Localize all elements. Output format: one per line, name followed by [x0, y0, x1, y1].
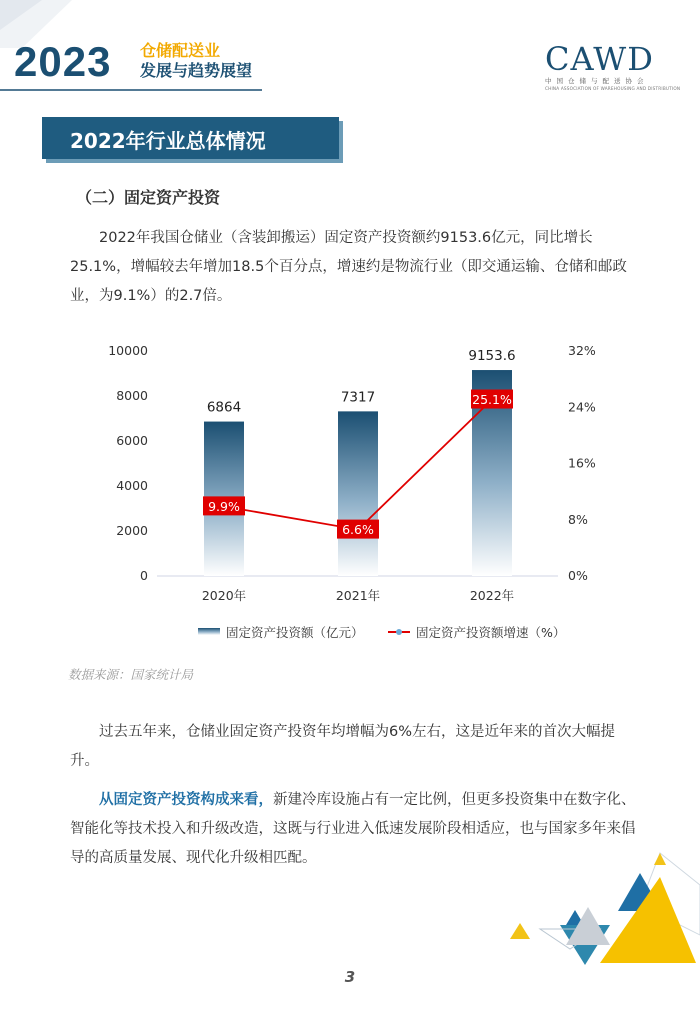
- header-title-line1: 仓储配送业: [140, 41, 221, 60]
- paragraph-3-text: 新建冷库设施占有一定比例，但更多投资集中在数字化、智能化等技术投入和升级改造，这既与行业进入低速发展阶段相适应，也与国家多年来倡导的高质量发展、现代化升级相匹配。: [70, 792, 636, 866]
- y-left-tick-label: 10000: [108, 343, 148, 358]
- y-left-tick-label: 8000: [116, 388, 148, 403]
- paragraph-1: 2022年我国仓储业（含装卸搬运）固定资产投资额约9153.6亿元，同比增长25.1%，增幅较去年增加18.5个百分点，增速约是物流行业（即交通运输、仓储和邮政业，为9.1%）的2.7倍。: [70, 230, 627, 304]
- category-label: 2021年: [335, 588, 381, 603]
- chart-legend: [198, 625, 565, 640]
- y-left-tick-label: 4000: [116, 478, 148, 493]
- bar-value-label: 6864: [206, 399, 242, 416]
- page-number: 3: [344, 968, 356, 986]
- y-right-tick-label: 0%: [568, 568, 588, 583]
- bar-value-label: 9153.6: [468, 348, 516, 365]
- cawd-logo: CAWD: [545, 40, 654, 78]
- growth-value-label: 9.9%: [208, 498, 240, 514]
- legend-line-label: 固定资产投资额增速（%）: [416, 625, 566, 640]
- category-label: 2020年: [201, 588, 247, 603]
- paragraph-3-highlight: 从固定资产投资构成来看，: [99, 792, 273, 808]
- y-right-tick-label: 32%: [568, 343, 596, 358]
- legend-line-marker: [396, 629, 402, 635]
- data-source: 数据来源：国家统计局: [68, 667, 194, 682]
- header-year: 2023: [14, 38, 112, 85]
- category-label: 2022年: [469, 588, 515, 603]
- legend-bar-swatch: [198, 628, 220, 635]
- deco-small-yellow: [654, 853, 666, 865]
- bar: [338, 411, 378, 576]
- legend-bar-label: 固定资产投资额（亿元）: [226, 625, 364, 640]
- corner-decoration: [500, 845, 700, 1010]
- paragraph-2: 过去五年来，仓储业固定资产投资年均增幅为6%左右，这是近年来的首次大幅提升。: [70, 724, 616, 769]
- cawd-logo-en: CHINA ASSOCIATION OF WAREHOUSING AND DISTRIBUTION: [545, 86, 681, 91]
- deco-tiny-yellow: [510, 923, 530, 939]
- y-left-tick-label: 0: [140, 568, 148, 583]
- subheading: （二）固定资产投资: [76, 188, 221, 207]
- bar-value-label: 7317: [340, 389, 376, 406]
- growth-value-label: 25.1%: [472, 392, 512, 408]
- section-banner: [42, 117, 339, 159]
- y-right-tick-label: 8%: [568, 511, 588, 527]
- y-left-tick-label: 2000: [116, 523, 148, 538]
- y-left-tick-label: 6000: [116, 433, 148, 448]
- y-right-tick-label: 24%: [568, 399, 596, 415]
- growth-value-label: 6.6%: [342, 522, 374, 538]
- y-right-tick-label: 16%: [568, 455, 596, 471]
- header-title-line2: 发展与趋势展望: [140, 61, 253, 80]
- section-title: 2022年行业总体情况: [70, 129, 266, 153]
- investment-chart: [0, 330, 700, 650]
- cawd-logo-cn: 中国仓储与配送协会: [545, 77, 649, 85]
